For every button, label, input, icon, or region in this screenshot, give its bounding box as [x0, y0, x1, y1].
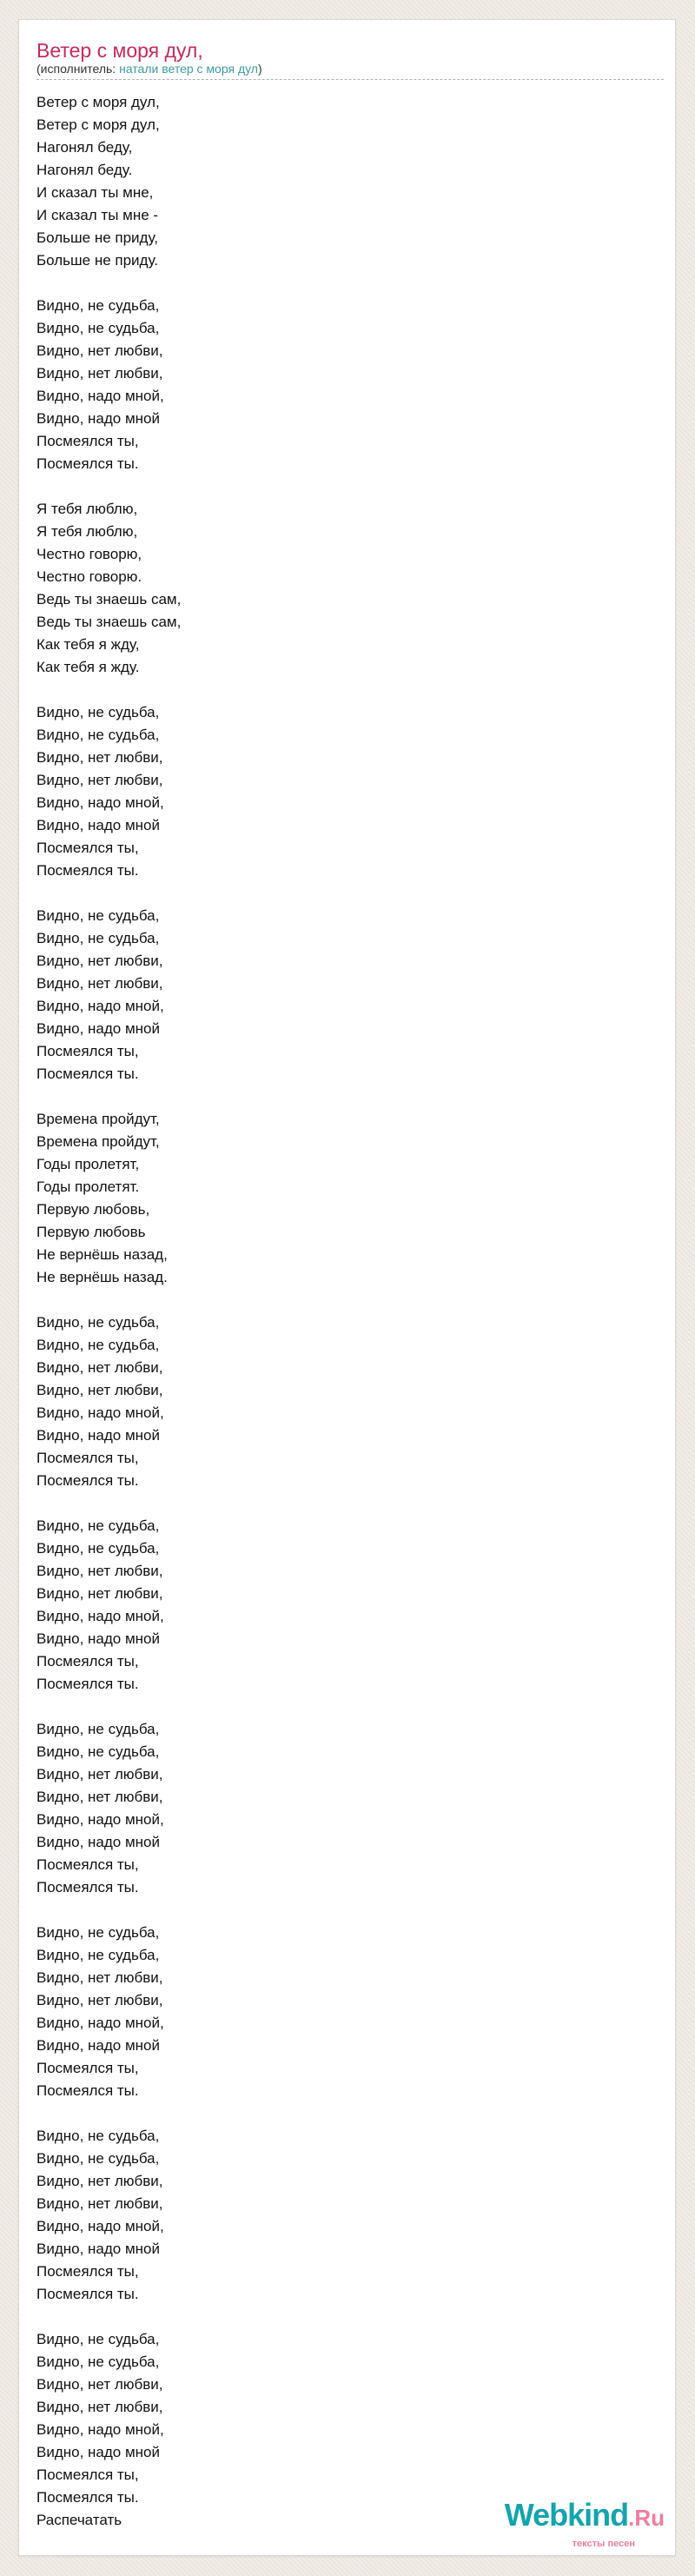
lyric-line: Видно, не судьба,	[36, 1314, 160, 1331]
lyric-line: Видно, надо мной	[36, 1834, 161, 1850]
logo-tagline: тексты песен	[572, 2539, 635, 2549]
lyric-line: Видно, нет любви,	[36, 365, 163, 382]
byline-prefix: (исполнитель:	[36, 62, 120, 76]
lyric-line: Видно, надо мной,	[36, 1404, 164, 1421]
lyric-line: Видно, не судьба,	[36, 907, 160, 924]
lyric-line: Видно, не судьба,	[36, 320, 160, 336]
lyric-line: Ветер с моря дул,	[36, 116, 160, 133]
lyric-line: Видно, не судьба,	[36, 1947, 160, 1963]
lyric-line: Посмеялся ты.	[36, 2082, 139, 2099]
lyric-line: Не вернёшь назад.	[36, 1269, 168, 1285]
lyric-line: Видно, нет любви,	[36, 2173, 163, 2189]
artist-link[interactable]: натали ветер с моря дул	[119, 62, 258, 76]
lyric-line: Видно, нет любви,	[36, 2376, 163, 2393]
lyric-line: Видно, не судьба,	[36, 930, 160, 946]
byline-suffix: )	[257, 62, 262, 76]
lyric-line: Больше не приду,	[36, 229, 158, 246]
lyric-line: Нагонял беду.	[36, 162, 133, 178]
lyric-line: Времена пройдут,	[36, 1111, 160, 1127]
lyric-line: Ветер с моря дул,	[36, 94, 160, 110]
lyric-line: Видно, надо мной,	[36, 2421, 164, 2438]
lyric-line: Посмеялся ты,	[36, 840, 139, 856]
lyric-line: Годы пролетят.	[36, 1178, 140, 1195]
lyric-line: Видно, нет любви,	[36, 1382, 163, 1398]
lyric-line: Видно, не судьба,	[36, 2331, 160, 2347]
lyric-line: Как тебя я жду.	[36, 659, 140, 675]
stanza-gap	[36, 1086, 181, 1108]
lyric-line: Видно, надо мной,	[36, 388, 164, 404]
lyric-line: И сказал ты мне,	[36, 184, 154, 201]
lyric-line: Видно, не судьба,	[36, 1540, 160, 1557]
stanza-gap	[36, 272, 181, 295]
lyric-line: Видно, не судьба,	[36, 2128, 160, 2144]
lyric-line: Видно, нет любви,	[36, 1563, 163, 1579]
lyric-line: Видно, надо мной	[36, 2241, 161, 2257]
lyric-line: Посмеялся ты.	[36, 455, 139, 472]
lyric-line: Видно, не судьба,	[36, 2150, 160, 2167]
lyric-line: Видно, надо мной,	[36, 2218, 164, 2234]
lyric-line: Видно, надо мной,	[36, 794, 164, 811]
lyric-line: Честно говорю.	[36, 568, 142, 585]
lyric-line: Ведь ты знаешь сам,	[36, 591, 182, 607]
lyric-line: Видно, нет любви,	[36, 342, 163, 359]
lyric-line: Видно, нет любви,	[36, 1969, 163, 1986]
stanza-gap	[36, 475, 181, 498]
logo-brand-row	[505, 2499, 665, 2539]
lyric-line: Больше не приду.	[36, 252, 158, 269]
song-title: Ветер с моря дул,	[36, 39, 203, 62]
lyric-line: Годы пролетят,	[36, 1156, 140, 1172]
lyric-line: Видно, надо мной	[36, 2037, 161, 2054]
lyric-line: Видно, нет любви,	[36, 1789, 163, 1805]
lyric-line: Видно, нет любви,	[36, 2399, 163, 2415]
artist-byline	[36, 62, 664, 80]
lyric-line: И сказал ты мне -	[36, 207, 159, 223]
lyric-line: Нагонял беду,	[36, 139, 133, 156]
lyric-line: Посмеялся ты.	[36, 1676, 139, 1692]
lyrics-card	[18, 19, 676, 2556]
lyric-line: Посмеялся ты.	[36, 862, 139, 879]
lyric-line: Посмеялся ты.	[36, 1879, 139, 1895]
lyric-line: Видно, не судьба,	[36, 1517, 160, 1534]
stanza-gap	[36, 1289, 181, 1311]
lyric-line: Видно, надо мной	[36, 1020, 161, 1037]
stanza-gap	[36, 2102, 181, 2125]
webkind-logo[interactable]	[505, 2499, 665, 2550]
lyric-line: Видно, нет любви,	[36, 772, 163, 788]
lyric-line: Видно, нет любви,	[36, 953, 163, 969]
print-link[interactable]: Распечатать	[36, 2512, 122, 2528]
lyric-line: Посмеялся ты,	[36, 1450, 139, 1466]
lyric-line: Я тебя люблю,	[36, 523, 138, 540]
lyric-line: Видно, нет любви,	[36, 1992, 163, 2008]
logo-brand: Webkind	[504, 2497, 629, 2533]
lyric-line: Посмеялся ты,	[36, 2060, 139, 2076]
stanza-gap	[36, 2306, 181, 2328]
lyric-line: Первую любовь,	[36, 1201, 150, 1218]
lyric-line: Видно, надо мной	[36, 410, 161, 427]
lyric-line: Ведь ты знаешь сам,	[36, 614, 182, 630]
stanza-gap	[36, 1492, 181, 1515]
stanza-gap	[36, 1899, 181, 1922]
lyric-line: Видно, надо мной	[36, 2444, 161, 2460]
lyric-line: Посмеялся ты.	[36, 2286, 139, 2302]
lyric-line: Видно, надо мной	[36, 817, 161, 833]
lyric-line: Посмеялся ты,	[36, 1043, 139, 1059]
lyric-line: Видно, надо мной,	[36, 2015, 164, 2031]
lyric-line: Я тебя люблю,	[36, 501, 138, 517]
lyric-line: Не вернёшь назад,	[36, 1246, 168, 1263]
lyric-line: Видно, надо мной,	[36, 998, 164, 1014]
lyric-line: Посмеялся ты,	[36, 1653, 139, 1670]
lyrics-text	[36, 91, 181, 2532]
lyric-line: Посмеялся ты,	[36, 2466, 139, 2483]
lyric-line: Видно, нет любви,	[36, 2195, 163, 2212]
lyric-line: Видно, надо мной,	[36, 1608, 164, 1624]
lyric-line: Видно, не судьба,	[36, 2354, 160, 2370]
lyric-line: Видно, нет любви,	[36, 749, 163, 766]
lyric-line: Видно, не судьба,	[36, 704, 160, 720]
lyric-line: Видно, нет любви,	[36, 975, 163, 992]
lyric-line: Видно, надо мной,	[36, 1811, 164, 1828]
lyric-line: Времена пройдут,	[36, 1133, 160, 1150]
lyric-line: Как тебя я жду,	[36, 636, 140, 653]
lyric-line: Видно, нет любви,	[36, 1359, 163, 1376]
lyric-line: Видно, не судьба,	[36, 297, 160, 314]
stanza-gap	[36, 1696, 181, 1718]
lyric-line: Видно, надо мной	[36, 1427, 161, 1444]
lyric-line: Посмеялся ты.	[36, 1066, 139, 1082]
lyric-line: Посмеялся ты.	[36, 2489, 139, 2506]
lyric-line: Посмеялся ты,	[36, 1856, 139, 1873]
lyric-line: Видно, не судьба,	[36, 1721, 160, 1737]
lyric-line: Посмеялся ты,	[36, 433, 139, 449]
stanza-gap	[36, 679, 181, 701]
lyric-line: Видно, не судьба,	[36, 1337, 160, 1353]
lyric-line: Видно, не судьба,	[36, 1924, 160, 1941]
stanza-gap	[36, 882, 181, 905]
lyric-line: Честно говорю,	[36, 546, 142, 562]
lyric-line: Видно, нет любви,	[36, 1766, 163, 1783]
lyric-line: Видно, не судьба,	[36, 727, 160, 743]
lyric-line: Видно, не судьба,	[36, 1743, 160, 1760]
lyric-line: Посмеялся ты,	[36, 2263, 139, 2280]
lyric-line: Видно, нет любви,	[36, 1585, 163, 1602]
lyric-line: Первую любовь	[36, 1224, 146, 1240]
logo-tld: .Ru	[628, 2505, 665, 2531]
lyric-line: Видно, надо мной	[36, 1630, 161, 1647]
lyric-line: Посмеялся ты.	[36, 1472, 139, 1489]
